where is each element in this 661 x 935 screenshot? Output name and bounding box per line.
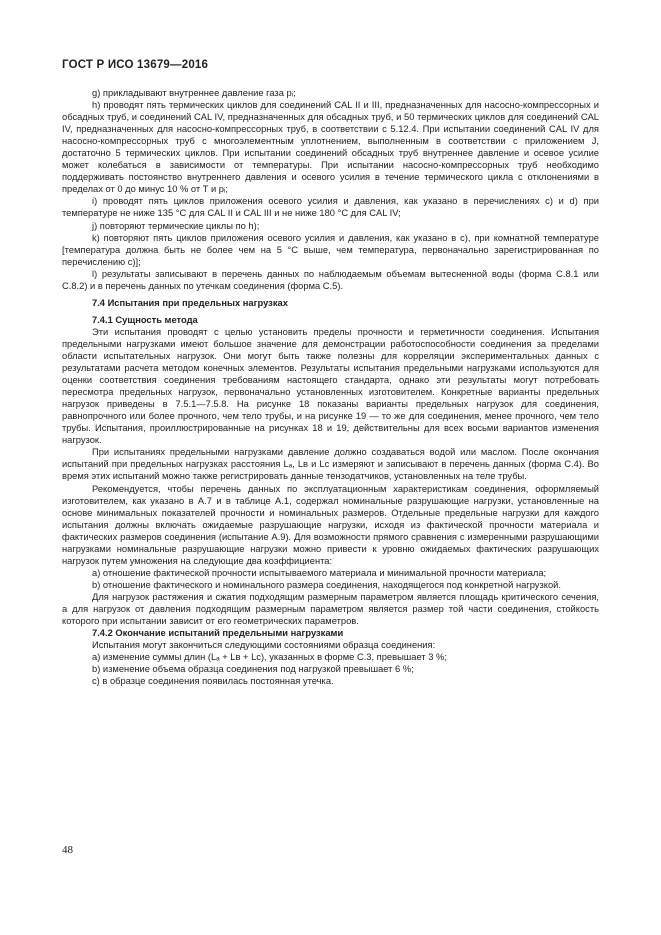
document-header: ГОСТ Р ИСО 13679—2016 — [62, 59, 209, 71]
paragraph-item-i: i) проводят пять циклов приложения осевого усилия и давления, как указано в перечислениях с) и d) при температуре не ниже 135 °C для CAL II и CAL III и не ниже 180 °C для CAL IV; — [62, 196, 599, 219]
page-number: 48 — [62, 844, 73, 856]
paragraph-end-state-b: b) изменение объема образца соединения под нагрузкой превышает 6 %; — [92, 664, 414, 675]
paragraph-end-states: Испытания могут закончиться следующими состояниями образца соединения: — [92, 640, 436, 651]
paragraph-item-j: j) повторяют термические циклы по h); — [92, 220, 260, 231]
subsection-heading-7-4-1: 7.4.1 Сущность метода — [92, 314, 198, 325]
paragraph-coefficient-b: b) отношение фактического и номинального размера соединения, находящегося под конкретной нагрузкой. — [92, 579, 561, 590]
paragraph-pressure-medium: При испытаниях предельными нагрузками давление должно создаваться водой или маслом. После окончания испытаний при предельных нагрузках расстояния Lₐ, Lʙ и Lᴄ измеряют и записывают в перечень данных (форма С.4). Во время этих испытаний можно также регистрировать данные тензодатчиков, установленных на теле трубы. — [62, 447, 599, 482]
subsection-heading-7-4-2: 7.4.2 Окончание испытаний предельными нагрузками — [92, 628, 344, 639]
section-heading-7-4: 7.4 Испытания при предельных нагрузках — [92, 297, 288, 308]
paragraph-end-state-a: а) изменение суммы длин (Lₐ + Lʙ + Lᴄ), указанных в форме С.3, превышает 3 %; — [92, 652, 447, 663]
paragraph-size-parameter: Для нагрузок растяжения и сжатия подходящим размерным параметром является площадь критического сечения, а для нагрузок от давления подходящим размерным параметром является размер той части соединения, стойкость которого при испытании зависит от его геометрических параметров. — [62, 591, 599, 627]
paragraph-item-g: g) прикладывают внутреннее давление газа pᵢ; — [92, 88, 296, 98]
document-body — [62, 87, 599, 687]
paragraph-item-h: h) проводят пять термических циклов для соединений CAL II и III, предназначенных для насосно-компрессорных и обсадных труб, и соединений CAL IV, предназначенных для обсадных труб, и 50 термических циклов для соединений CAL IV, предназначенных для насосно-компрессорных труб, в соответствии с 5.12.4. При испытании соединений CAL IV для насосно-компрессорных труб с многоэлементным уплотнением, выполненным в соответствии с приложением J, достаточно 5 термических циклов. При испытании соединений обсадных труб внутреннее давление и осевое усилие может колебаться в зависимости от температуры. При испытании насосно-компрессорных труб необходимо поддерживать постоянство внутреннего давления и осевого усилия в течение термического цикла с отклонениями в пределах от 0 до минус 10 % от T и pᵢ; — [62, 100, 599, 195]
paragraph-recommendation: Рекомендуется, чтобы перечень данных по эксплуатационным характеристикам соединения, оформляемый изготовителем, как указано в А.7 и в таблице А.1, содержал номинальные разрушающие нагрузки, установленные на основе минимальных показателей прочности и номинальных размеров. Отдельные предельные нагрузки для каждого испытания должны включать ожидаемые разрушающие нагрузки, исходя из фактической прочности материала и фактических размеров соединения (испытание А.9). Для возможности прямого сравнения с измеренными разрушающими нагрузками номинальные разрушающие нагрузки можно привести к уровню ожидаемых фактических разрушающих нагрузок путем умножения на следующие два коэффициента: — [62, 483, 599, 566]
paragraph-item-l: l) результаты записывают в перечень данных по наблюдаемым объемам вытесненной воды (форма С.8.1 или С.8.2) и в перечень данных по утечкам соединения (форма С.5). — [62, 268, 599, 291]
paragraph-end-state-c: с) в образце соединения появилась постоянная утечка. — [92, 676, 334, 687]
paragraph-method-essence: Эти испытания проводят с целью установить пределы прочности и герметичности соединения. Испытания предельными нагрузками имеют большое значение для демонстрации работоспособности соединения за пределами области испытательных нагрузок. Они могут быть также полезны для корреляции экспериментальных данных с результатами расчета методом конечных элементов. Результаты испытания предельными нагрузками используются для оценки соответствия соединения требованиям настоящего стандарта, однако эти результаты могут потребовать пересмотра предельных нагрузок, первоначально установленных изготовителем. Конкретные варианты предельных нагрузок приведены в 7.5.1—7.5.8. На рисунке 18 показаны варианты предельных нагрузок для соединения, равнопрочного или более прочного, чем тело трубы, и на рисунке 19 — то же для соединения, менее прочного, чем тело трубы. Испытания, проиллюстрированные на рисунках 18 и 19, действительны для всех восьми вариантов изменения нагрузок. — [62, 326, 599, 446]
paragraph-item-k: k) повторяют пять циклов приложения осевого усилия и давления, как указано в с), при комнатной температуре [температура должна быть не более чем на 5 °C выше, чем температура, первоначально зарегистрированная по перечислению с)]; — [62, 232, 599, 267]
paragraph-coefficient-a: а) отношение фактической прочности испытываемого материала и минимальной прочности материала; — [92, 567, 547, 578]
